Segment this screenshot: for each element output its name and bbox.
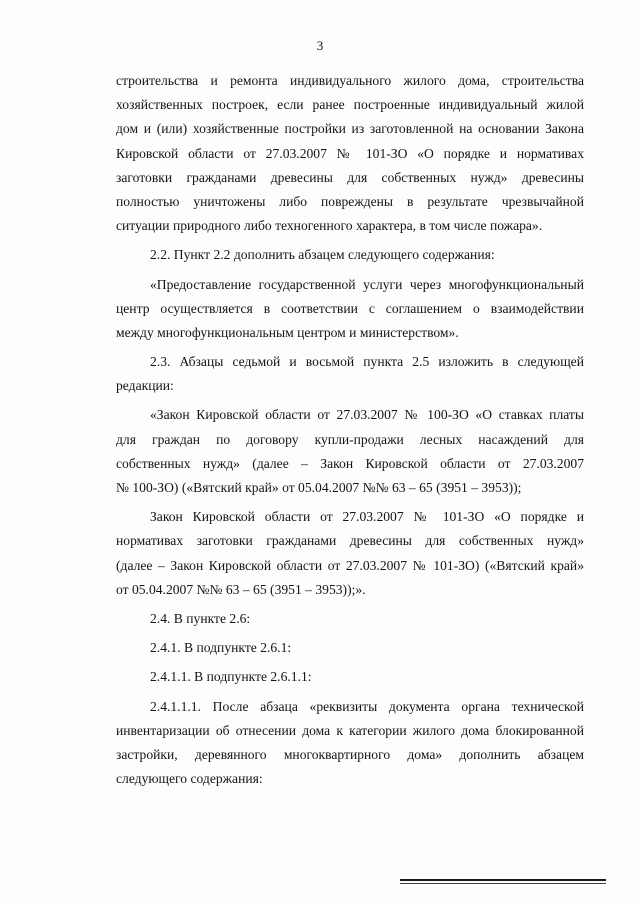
text-line: ситуации природного либо техногенного характера, в том числе пожара».	[116, 218, 543, 234]
text-line: № 100-ЗО) («Вятский край» от 05.04.2007 №№ 63 – 65 (3951 – 3953));	[116, 480, 522, 495]
text-line: 2.4. В пункте 2.6:	[150, 610, 251, 626]
text-line: от 05.04.2007 №№ 63 – 65 (3951 – 3953));».	[116, 581, 366, 597]
paragraph-continuation	[116, 69, 584, 238]
text-line: 2.4.1.1.1. После абзаца «реквизиты документа органа технической	[150, 698, 584, 714]
text-line: «Предоставление государственной услуги через многофункциональный	[150, 276, 584, 292]
text-line: следующего содержания:	[116, 771, 263, 787]
text-line: 2.3. Абзацы седьмой и восьмой пункта 2.5 изложить в следующей	[150, 354, 584, 370]
text-line: заготовки гражданами древесины для собственных нужд» древесины	[116, 169, 584, 185]
paragraph-2-4-1-1-1	[116, 695, 584, 792]
text-line: «Закон Кировской области от 27.03.2007 № 100-ЗО «О ставках платы	[150, 407, 584, 423]
paragraph-2-4-1	[116, 636, 584, 660]
text-line: 2.2. Пункт 2.2 дополнить абзацем следующего содержания:	[150, 247, 495, 263]
text-line: 2.4.1.1. В подпункте 2.6.1.1:	[150, 669, 312, 685]
text-line: инвентаризации об отнесении дома к категории жилого дома блокированной	[116, 722, 584, 738]
paragraph-law-100	[116, 403, 584, 500]
text-line: строительства и ремонта индивидуального жилого дома, строительства	[116, 73, 584, 88]
text-line: Закон Кировской области от 27.03.2007 № 101-ЗО «О порядке и	[150, 509, 584, 525]
document-body	[116, 69, 584, 791]
paragraph-2-3	[116, 350, 584, 398]
paragraph-2-2	[116, 243, 584, 267]
text-line: хозяйственных построек, если ранее построенные индивидуальный жилой	[116, 97, 584, 113]
footer-divider	[400, 879, 606, 881]
text-line: для граждан по договору купли-продажи лесных насаждений для	[116, 431, 584, 447]
text-line: центр осуществляется в соответствии с соглашением о взаимодействии	[116, 300, 584, 316]
paragraph-2-4	[116, 607, 584, 631]
text-line: застройки, деревянного многоквартирного дома» дополнить абзацем	[116, 746, 584, 762]
text-line: (далее – Закон Кировской области от 27.03.2007 № 101-ЗО) («Вятский край»	[116, 557, 584, 573]
paragraph-law-101	[116, 505, 584, 602]
text-line: собственных нужд» (далее – Закон Кировской области от 27.03.2007	[116, 455, 584, 471]
text-line: дом и (или) хозяйственные постройки из заготовленной на основании Закона	[116, 121, 584, 137]
text-line: Кировской области от 27.03.2007 № 101-ЗО «О порядке и нормативах	[116, 145, 584, 161]
page-number: 3	[316, 38, 324, 53]
paragraph-quote-mfc	[116, 273, 584, 346]
footer-divider-thin	[400, 883, 606, 884]
text-line: между многофункциональным центром и министерством».	[116, 324, 459, 340]
text-line: полностью уничтожены либо повреждены в результате чрезвычайной	[116, 193, 584, 209]
text-line: редакции:	[116, 378, 174, 394]
text-line: нормативах заготовки гражданами древесины для собственных нужд»	[116, 533, 584, 549]
text-line: 2.4.1. В подпункте 2.6.1:	[150, 640, 292, 656]
paragraph-2-4-1-1	[116, 665, 584, 689]
